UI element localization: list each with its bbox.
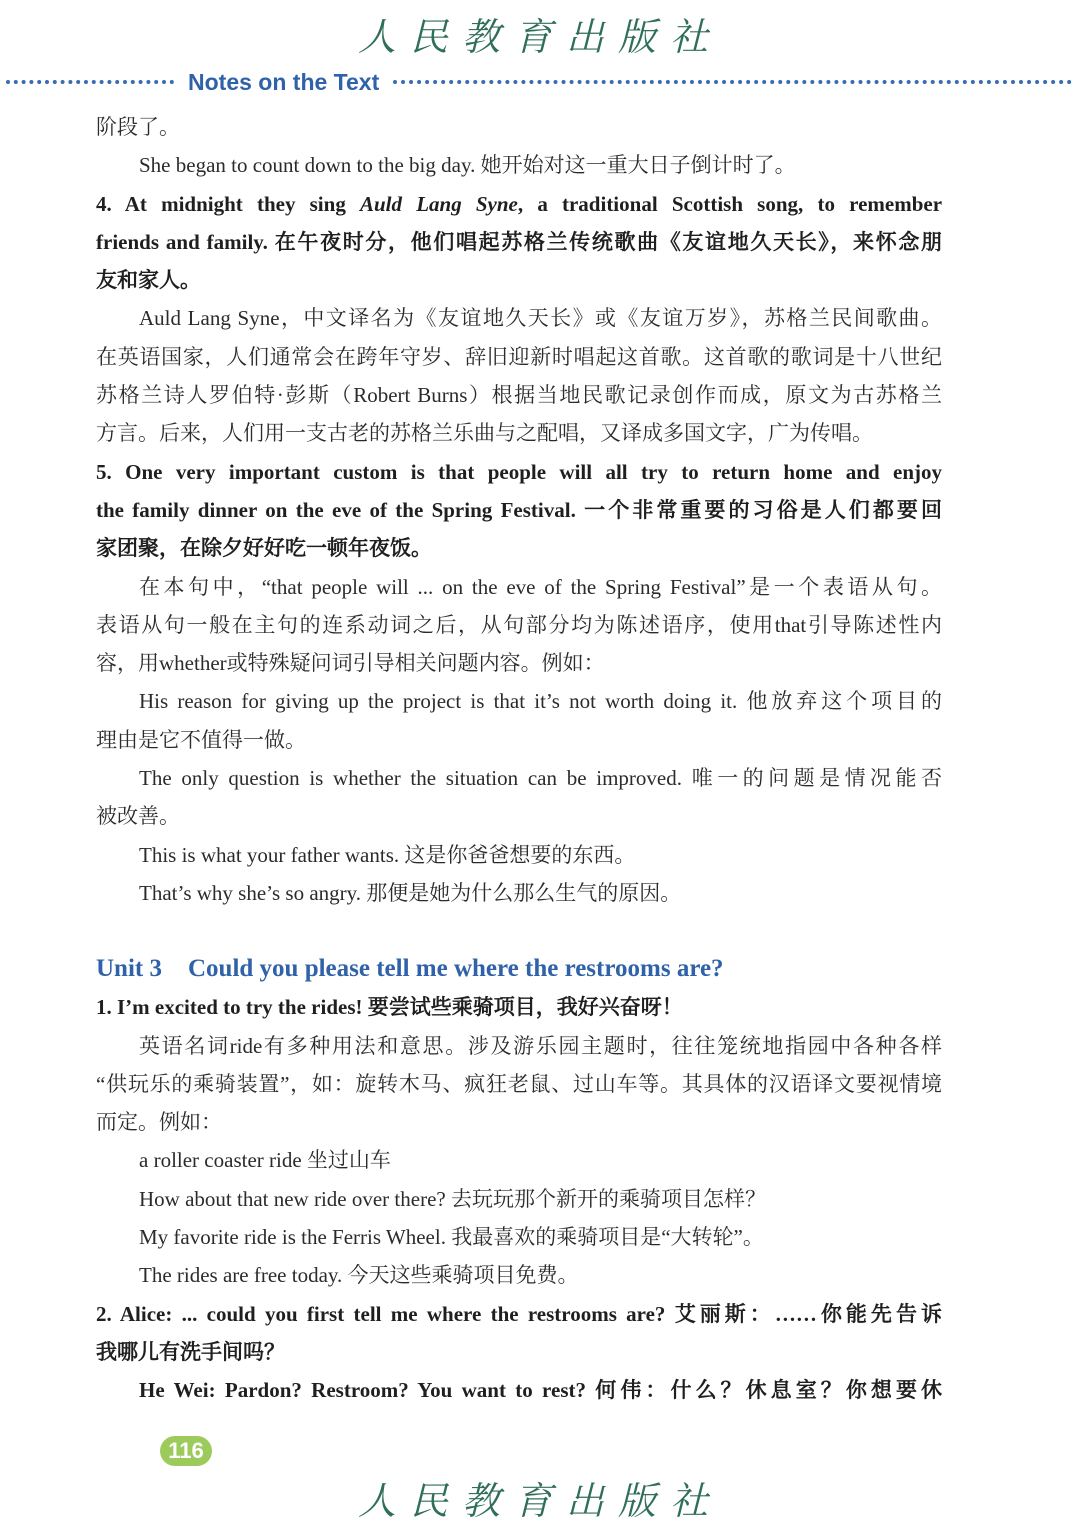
text-line: [96, 185, 942, 223]
text-line: [96, 606, 942, 644]
text-segment: 容，用whether或特殊疑问词引导相关问题内容。例如：: [96, 651, 605, 676]
text-segment: This is what your father wants. 这是你爸爸想要的东西。: [139, 842, 636, 867]
text-segment: 被改善。: [96, 804, 180, 829]
text-line: [96, 491, 942, 529]
text-line: [96, 721, 942, 759]
text-line: [96, 1333, 942, 1371]
text-segment: 4. At midnight they sing: [96, 191, 360, 216]
text-segment: 英语名词ride有多种用法和意思。涉及游乐园主题时，往往笼统地指园中各种各样: [139, 1033, 942, 1058]
text-segment: 我哪儿有洗手间吗？: [96, 1339, 285, 1364]
text-line: [96, 1256, 942, 1294]
text-segment: 理由是它不值得一做。: [96, 727, 306, 752]
text-line: [96, 529, 942, 567]
text-line: [96, 376, 942, 414]
text-line: [96, 414, 942, 452]
text-segment: “供玩乐的乘骑装置”，如：旋转木马、疯狂老鼠、过山车等。其具体的汉语译文要视情境: [96, 1071, 942, 1096]
text-line: [96, 338, 942, 376]
text-line: [96, 988, 942, 1026]
text-line: [96, 1180, 942, 1218]
text-segment: 家团聚，在除夕好好吃一顿年夜饭。: [96, 536, 432, 561]
text-segment: My favorite ride is the Ferris Wheel. 我最喜欢的乘骑项目是“大转轮”。: [139, 1225, 764, 1250]
notes-body: [96, 108, 942, 1410]
text-line: [96, 1295, 942, 1333]
text-line: [96, 453, 942, 491]
text-segment: 5. One very important custom is that people will all try to return home and enjoy: [96, 459, 942, 484]
text-line: [96, 1141, 942, 1179]
text-segment: She began to count down to the big day. 她开始对这一重大日子倒计时了。: [139, 153, 796, 178]
text-segment: friends and family. 在午夜时分，他们唱起苏格兰传统歌曲《友谊地久天长》，来怀念朋: [96, 229, 942, 254]
text-segment: The rides are free today. 今天这些乘骑项目免费。: [139, 1263, 579, 1288]
text-line: [96, 874, 942, 912]
text-segment: Auld Lang Syne，中文译名为《友谊地久天长》或《友谊万岁》，苏格兰民间歌曲。: [139, 306, 942, 331]
header-dotted-rule-right: [393, 80, 1072, 84]
text-line: [96, 836, 942, 874]
text-line: [96, 1065, 942, 1103]
text-line: [96, 568, 942, 606]
text-segment: 在本句中，“that people will ... on the eve of the Spring Festival”是一个表语从句。: [139, 574, 942, 599]
text-segment: 表语从句一般在主句的连系动词之后，从句部分均为陈述语序，使用that引导陈述性内: [96, 612, 942, 637]
text-segment: 苏格兰诗人罗伯特·彭斯（Robert Burns）根据当地民歌记录创作而成，原文为古苏格兰: [96, 383, 942, 408]
text-line: [96, 108, 942, 146]
text-segment: 阶段了。: [96, 115, 180, 139]
notes-unit-2-section: [96, 108, 942, 912]
text-line: [96, 146, 942, 184]
text-line: [96, 1103, 942, 1141]
section-header: [0, 66, 1080, 98]
unit-3-heading: [96, 950, 942, 988]
text-segment: the family dinner on the eve of the Spring Festival. 一个非常重要的习俗是人们都要回: [96, 497, 942, 522]
text-line: [96, 261, 942, 299]
text-line: [96, 759, 942, 797]
header-dotted-rule-left: [6, 80, 174, 84]
text-segment: How about that new ride over there? 去玩玩那个新开的乘骑项目怎样？: [139, 1186, 766, 1211]
page-number-badge: 116: [160, 1436, 212, 1466]
text-line: [96, 223, 942, 261]
text-line: [96, 682, 942, 720]
text-segment: 在英语国家，人们通常会在跨年守岁、辞旧迎新时唱起这首歌。这首歌的歌词是十八世纪: [96, 344, 942, 369]
text-segment: The only question is whether the situation can be improved. 唯一的问题是情况能否: [139, 766, 942, 791]
text-line: [96, 1218, 942, 1256]
text-line: [96, 644, 942, 682]
text-segment: His reason for giving up the project is that it’s not worth doing it. 他放弃这个项目的: [139, 689, 942, 714]
text-segment: , a traditional Scottish song, to remember: [517, 191, 942, 216]
unit-title: Could you please tell me where the restrooms are?: [187, 955, 724, 983]
text-segment: 而定。例如：: [96, 1110, 222, 1135]
text-line: [96, 1371, 942, 1409]
text-segment: Auld Lang Syne: [360, 191, 518, 216]
text-segment: That’s why she’s so angry. 那便是她为什么那么生气的原因。: [139, 880, 682, 905]
text-segment: 2. Alice: ... could you first tell me where the restrooms are? 艾丽斯：……你能先告诉: [96, 1301, 942, 1326]
text-segment: a roller coaster ride 坐过山车: [139, 1148, 391, 1173]
text-segment: He Wei: Pardon? Restroom? You want to rest? 何伟：什么？休息室？你想要休: [139, 1378, 942, 1403]
text-segment: 方言。后来，人们用一支古老的苏格兰乐曲与之配唱，又译成多国文字，广为传唱。: [96, 421, 873, 446]
text-line: [96, 1027, 942, 1065]
publisher-watermark-top: 人民教育出版社: [357, 15, 722, 59]
publisher-watermark-bottom: 人民教育出版社: [357, 1479, 722, 1523]
header-title: Notes on the Text: [188, 68, 380, 95]
unit-label: Unit 3: [96, 955, 162, 983]
text-segment: 友和家人。: [96, 268, 201, 293]
text-line: [96, 299, 942, 337]
notes-unit-3-section: [96, 988, 942, 1409]
text-line: [96, 797, 942, 835]
text-segment: 1. I’m excited to try the rides! 要尝试些乘骑项目，我好兴奋呀！: [96, 995, 683, 1020]
